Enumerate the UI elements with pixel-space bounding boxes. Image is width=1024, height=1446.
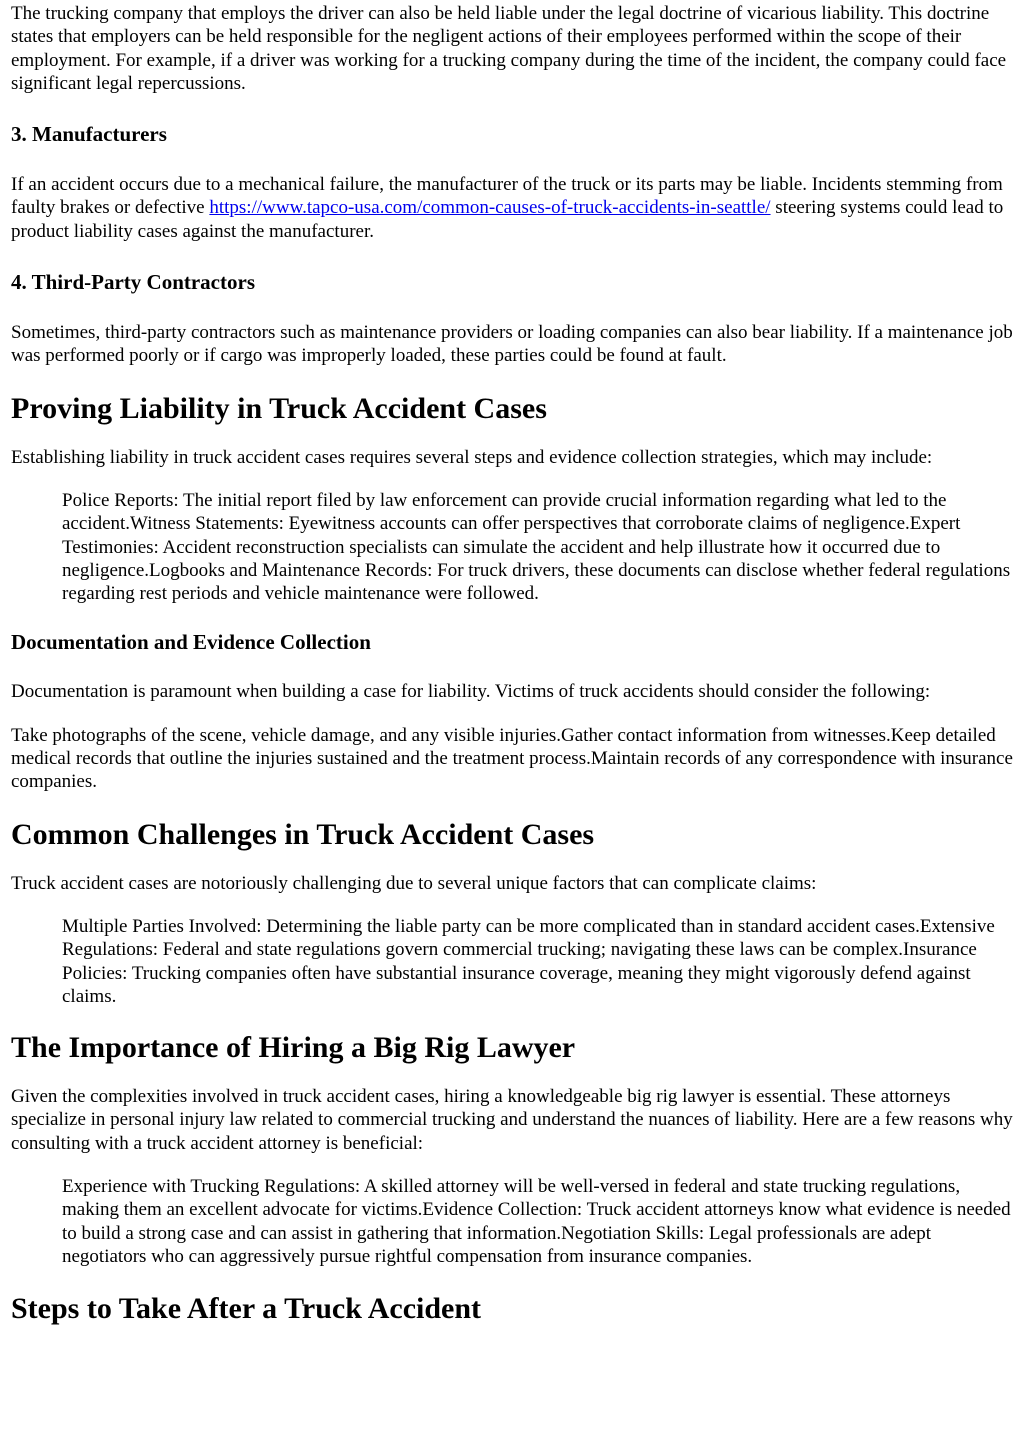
common-challenges-heading: Common Challenges in Truck Accident Cases (11, 817, 595, 851)
steps-after-accident-heading: Steps to Take After a Truck Accident (11, 1292, 482, 1326)
vicarious-liability-paragraph: The trucking company that employs the driver can also be held liable under the legal doctrine of vicarious liability. This doctrine states that employers can be held responsible for the negligent actions of their employees performed within the scope of their employment. For example, if a driver was working for a trucking company during the time of the incident, the company could face significant legal repercussions. (11, 3, 1007, 94)
challenges-blockquote: Multiple Parties Involved: Determining the liable party can be more complicated than in standard accident cases.Extensive Regulations: Federal and state regulations govern commercial trucking; navigating these laws can be complex.Insurance Policies: Trucking companies often have substantial insurance coverage, meaning they might vigorously defend against claims. (62, 915, 995, 1007)
attorney-benefits-blockquote: Experience with Trucking Regulations: A skilled attorney will be well-versed in federal and state trucking regulations, making them an excellent advocate for victims.Evidence Collection: Truck accident attorneys know what evidence is needed to build a strong case and can assist in gathering that information.Negotiation Skills: Legal professionals are adept negotiators who can aggressively pursue rightful compensation from insurance companies. (62, 1176, 1011, 1267)
manufacturers-text-after-link: steering systems could lead to product liability cases against the manufacturer. (11, 197, 1004, 242)
manufacturers-paragraph (11, 173, 1014, 243)
truck-accidents-link[interactable]: https://www.tapco-usa.com/common-causes-of-truck-accidents-in-seattle/ (209, 197, 771, 219)
proving-liability-heading: Proving Liability in Truck Accident Cases (11, 391, 547, 425)
documentation-paragraph: Documentation is paramount when building a case for liability. Victims of truck accidents should consider the following: (11, 681, 931, 703)
evidence-strategies-blockquote: Police Reports: The initial report filed by law enforcement can provide crucial information regarding what led to the accident.Witness Statements: Eyewitness accounts can offer perspectives that corroborate claims of negligence.Expert Testimonies: Accident reconstruction specialists can simulate the accident and help illustrate how it occurred due to negligence.Logbooks and Maintenance Records: For truck drivers, these documents can disclose whether federal regulations regarding rest periods and vehicle maintenance were followed. (62, 489, 1011, 605)
documentation-steps-paragraph: Take photographs of the scene, vehicle damage, and any visible injuries.Gather contact information from witnesses.Keep detailed medical records that outline the injuries sustained and the treatment process.Maintain records of any correspondence with insurance companies. (11, 724, 1013, 793)
proving-liability-paragraph: Establishing liability in truck accident cases requires several steps and evidence collection strategies, which may include: (11, 446, 933, 468)
documentation-heading: Documentation and Evidence Collection (11, 630, 371, 655)
importance-paragraph: Given the complexities involved in truck accident cases, hiring a knowledgeable big rig lawyer is essential. These attorneys specialize in personal injury law related to commercial trucking and understand the nuances of liability. Here are a few reasons why consulting with a truck accident attorney is beneficial: (11, 1086, 1013, 1154)
manufacturers-heading: 3. Manufacturers (11, 122, 167, 147)
third-party-contractors-heading: 4. Third-Party Contractors (11, 270, 255, 295)
common-challenges-paragraph: Truck accident cases are notoriously challenging due to several unique factors that can complicate claims: (11, 872, 817, 894)
third-party-contractors-paragraph: Sometimes, third-party contractors such as maintenance providers or loading companies can also bear liability. If a maintenance job was performed poorly or if cargo was improperly loaded, these parties could be found at fault. (11, 322, 1013, 367)
importance-heading: The Importance of Hiring a Big Rig Lawyer (11, 1031, 576, 1065)
manufacturers-text-before-link: If an accident occurs due to a mechanical failure, the manufacturer of the truck or its parts may be liable. Incidents stemming from faulty brakes or defective (11, 174, 1003, 219)
